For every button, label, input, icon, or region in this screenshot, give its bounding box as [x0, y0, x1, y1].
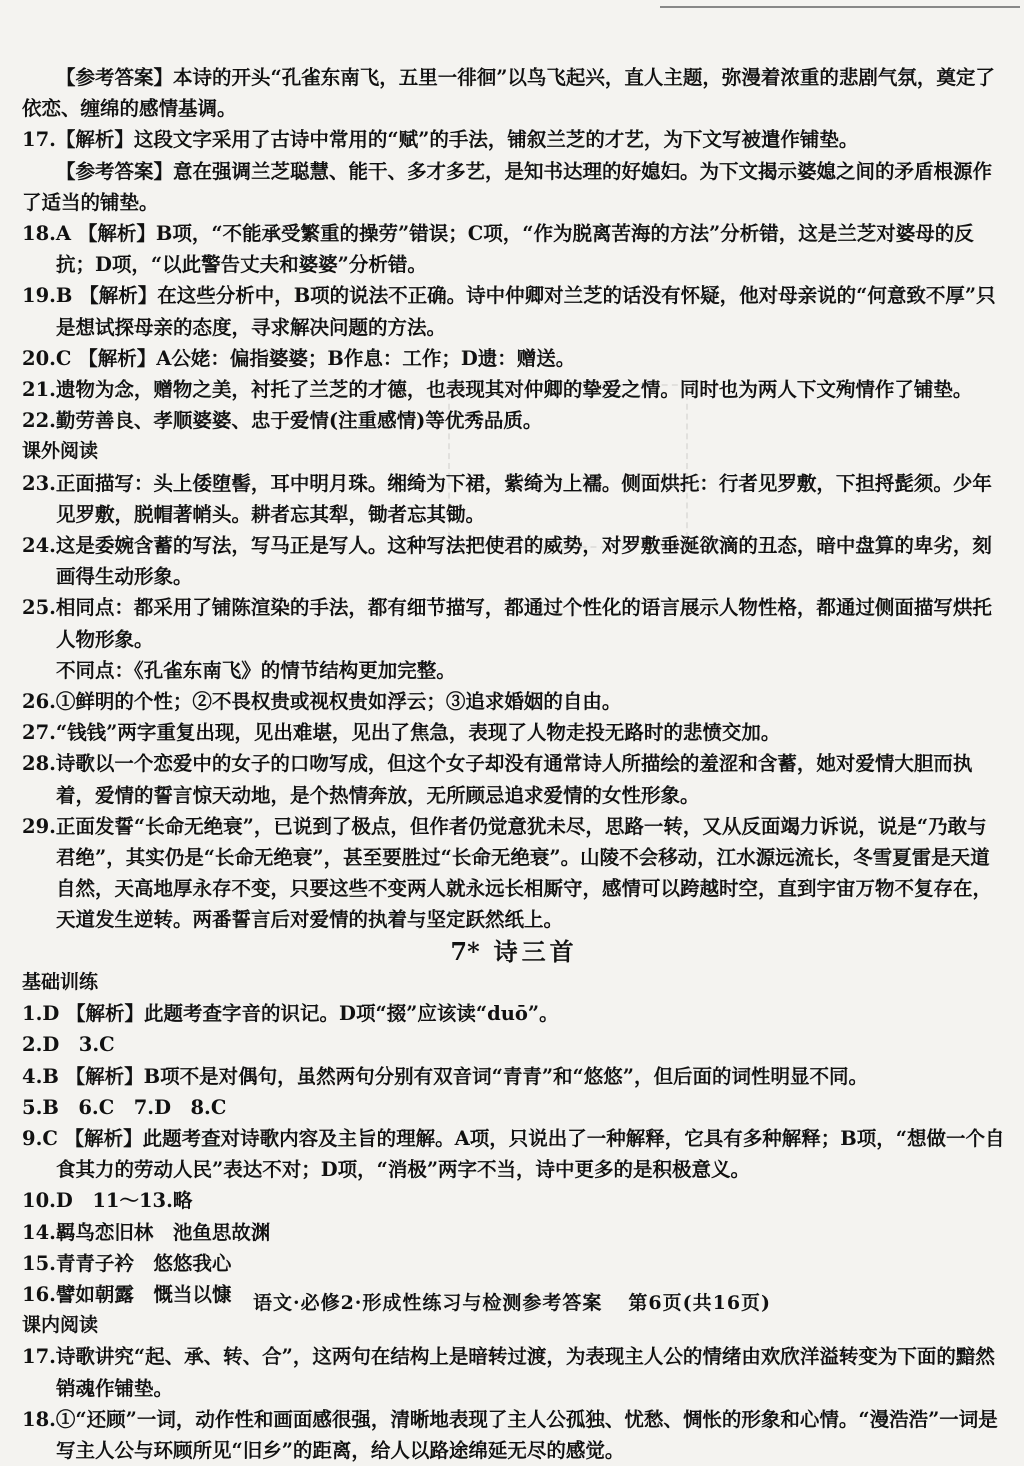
answer-line: 【参考答案】本诗的开头“孔雀东南飞，五里一徘徊”以鸟飞起兴，直人主题，弥漫着浓重的悲剧气氛，奠定了依恋、缠绵的感情基调。 [22, 66, 995, 121]
answer-line: 18.①“还顾”一词，动作性和画面感很强，清晰地表现了主人公孤独、忧愁、惆怅的形象和心情。“漫浩浩”一词是写主人公与环顾所见“旧乡”的距离，给人以路途绵延无尽的感觉。 [22, 1407, 998, 1462]
answer-line: 29.正面发誓“长命无绝衰”，已说到了极点，但作者仍觉意犹未尽，思路一转，又从反面竭力诉说，说是“乃敢与君绝”，其实仍是“长命无绝衰”，甚至要胜过“长命无绝衰”。山陵不会移动，江水源远流长，冬雪夏雷是天道自然，天高地厚永存不变，只要这些不变两人就永远长相厮守，感情可以跨越时空，直到宇宙万物不复存在，天道发生逆转。两番誓言后对爱情的执着与坚定跃然纸上。 [22, 814, 993, 932]
answer-line: 28.诗歌以一个恋爱中的女子的口吻写成，但这个女子却没有通常诗人所描绘的羞涩和含蓄，她对爱情大胆而执着，爱情的誓言惊天动地，是个热情奔放，无所顾忌追求爱情的女性形象。 [22, 752, 973, 807]
answer-block-1 [22, 62, 1006, 936]
answer-line: 【参考答案】意在强调兰芝聪慧、能干、多才多艺，是知书达理的好媳妇。为下文揭示婆媳之间的矛盾根源作了适当的铺垫。 [22, 159, 993, 214]
chapter-title: 诗三首 [493, 936, 578, 966]
section-label: 基础训练 [22, 970, 99, 993]
answer-line: 10.D 11～13.略 [22, 1189, 193, 1213]
section-label: 课外阅读 [22, 440, 99, 463]
answer-line: 不同点：《孔雀东南飞》的情节结构更加完整。 [56, 658, 456, 682]
answer-page [22, 62, 1006, 1466]
page-footer [0, 1288, 1024, 1315]
answer-line: 26.①鲜明的个性；②不畏权贵或视权贵如浮云；③追求婚姻的自由。 [22, 690, 622, 714]
footer-title: 语文·必修2·形成性练习与检测参考答案 [252, 1292, 603, 1314]
footer-page-number: 第6页(共16页) [628, 1292, 772, 1314]
answer-line: 9.C 【解析】此题考查对诗歌内容及主旨的理解。A项，只说出了一种解释，它具有多种解释；B项，“想做一个自食其力的劳动人民”表达不对；D项，“消极”两字不当，诗中更多的是积极意义。 [22, 1126, 1005, 1182]
answer-line: 22.勤劳善良、孝顺婆婆、忠于爱情(注重感情)等优秀品质。 [22, 409, 543, 433]
answer-line: 25.相同点：都采用了铺陈渲染的手法，都有细节描写，都通过个性化的语言展示人物性格，都通过侧面描写烘托人物形象。 [22, 596, 992, 651]
answer-line: 23.正面描写：头上倭堕髻，耳中明月珠。缃绮为下裙，紫绮为上襦。侧面烘托：行者见罗敷，下担捋髭须。少年见罗敷，脱帽著帩头。耕者忘其犁，锄者忘其锄。 [22, 471, 992, 526]
section-label: 课内阅读 [22, 1314, 99, 1337]
answer-line: 15.青青子衿 悠悠我心 [22, 1251, 232, 1275]
answer-line: 21.遗物为念，赠物之美，衬托了兰芝的才德，也表现其对仲卿的挚爱之情。同时也为两人下文殉情作了铺垫。 [22, 378, 973, 402]
answer-line: 27.“钱钱”两字重复出现，见出难堪，见出了焦急，表现了人物走投无路时的悲愤交加。 [22, 721, 781, 745]
answer-line: 16.譬如朝露 慨当以慷 [22, 1282, 232, 1306]
answer-line: 4.B 【解析】B项不是对偶句，虽然两句分别有双音词“青青”和“悠悠”，但后面的词性明显不同。 [22, 1064, 868, 1088]
chapter-number: 7* [450, 936, 480, 966]
answer-line: 19.B 【解析】在这些分析中，B项的说法不正确。诗中仲卿对兰芝的话没有怀疑，他对母亲说的“何意致不厚”只是想试探母亲的态度，寻求解决问题的方法。 [22, 284, 996, 339]
answer-line: 14.羁鸟恋旧林 池鱼思故渊 [22, 1220, 271, 1244]
answer-block-2 [22, 967, 1006, 1466]
top-edge-line [660, 6, 1020, 8]
answer-line: 5.B 6.C 7.D 8.C [22, 1095, 227, 1119]
answer-line: 20.C 【解析】A公姥：偏指婆婆；B作息：工作；D遗：赠送。 [22, 346, 576, 370]
chapter-heading [22, 936, 1006, 967]
answer-line: 2.D 3.C [22, 1033, 115, 1057]
answer-line: 18.A 【解析】B项，“不能承受繁重的操劳”错误；C项，“作为脱离苦海的方法”分析错，这是兰芝对婆母的反抗；D项，“以此警告丈夫和婆婆”分析错。 [22, 222, 974, 277]
answer-line: 1.D 【解析】此题考查字音的识记。D项“掇”应该读“duō”。 [22, 1002, 559, 1026]
answer-line: 17.诗歌讲究“起、承、转、合”，这两句在结构上是暗转过渡，为表现主人公的情绪由欢欣洋溢转变为下面的黯然销魂作铺垫。 [22, 1345, 995, 1400]
answer-line: 17.【解析】这段文字采用了古诗中常用的“赋”的手法，铺叙兰芝的才艺，为下文写被遣作铺垫。 [22, 128, 859, 152]
answer-line: 24.这是委婉含蓄的写法，写马正是写人。这种写法把使君的威势，对罗敷垂涎欲滴的丑态，暗中盘算的卑劣，刻画得生动形象。 [22, 534, 992, 589]
